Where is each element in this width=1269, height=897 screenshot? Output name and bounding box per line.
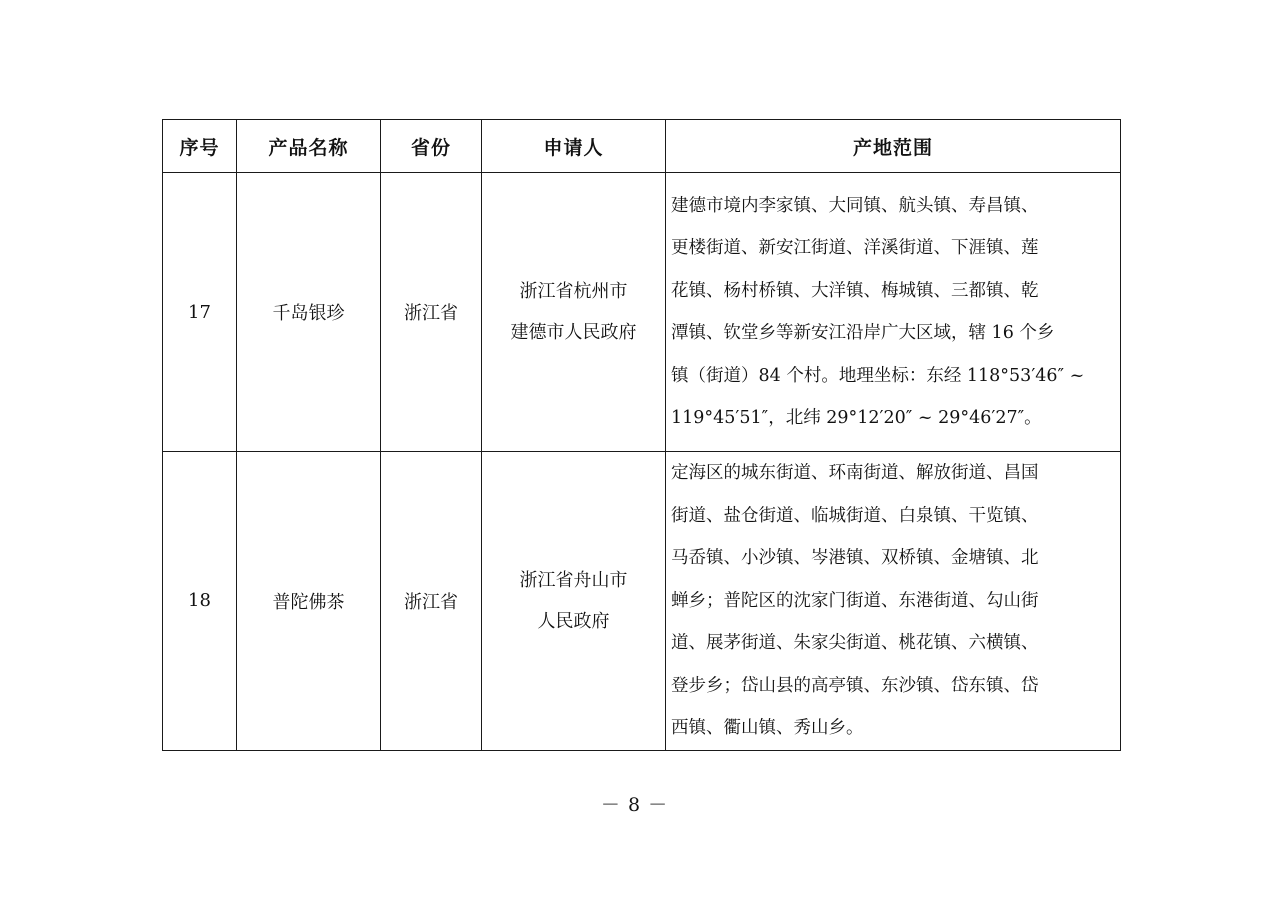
scope-line: 119°45′51″，北纬 29°12′20″ ~ 29°46′27″。 (671, 408, 1042, 428)
scope-line: 马岙镇、小沙镇、岑港镇、双桥镇、金塘镇、北 (671, 548, 1039, 568)
cell-seq: 18 (163, 452, 237, 751)
scope-line: 建德市境内李家镇、大同镇、航头镇、寿昌镇、 (671, 195, 1039, 216)
cell-applicant (482, 452, 666, 751)
cell-origin-scope (666, 452, 1121, 751)
scope-line: 西镇、衢山镇、秀山乡。 (671, 718, 864, 738)
cell-origin-scope (666, 173, 1121, 452)
applicant-line: 建德市人民政府 (510, 322, 637, 343)
cell-applicant (482, 173, 666, 452)
applicant-line: 人民政府 (537, 610, 610, 632)
scope-line: 道、展茅街道、朱家尖街道、桃花镇、六横镇、 (671, 633, 1039, 653)
table-header-row (163, 120, 1121, 173)
header-product-name: 产品名称 (237, 120, 381, 173)
scope-line: 潭镇、钦堂乡等新安江沿岸广大区域，辖 16 个乡 (671, 323, 1055, 343)
header-province: 省份 (381, 120, 482, 173)
cell-province: 浙江省 (381, 173, 482, 452)
applicant-line: 浙江省杭州市 (519, 281, 628, 302)
cell-province: 浙江省 (381, 452, 482, 751)
scope-line: 定海区的城东街道、环南街道、解放街道、昌国 (671, 463, 1039, 483)
scope-line: 更楼街道、新安江街道、洋溪街道、下涯镇、莲 (671, 238, 1039, 258)
scope-line: 镇（街道）84 个村。地理坐标：东经 118°53′46″ ~ (671, 365, 1085, 386)
scope-line: 蝉乡；普陀区的沈家门街道、东港街道、勾山街 (671, 590, 1039, 611)
applicant-line: 浙江省舟山市 (519, 569, 628, 591)
table-row (163, 173, 1121, 452)
table-row (163, 452, 1121, 751)
cell-product-name: 普陀佛茶 (237, 452, 381, 751)
scope-line: 登步乡；岱山县的高亭镇、东沙镇、岱东镇、岱 (671, 675, 1039, 696)
page-number: － 8 － (600, 794, 669, 816)
cell-product-name: 千岛银珍 (237, 173, 381, 452)
cell-seq: 17 (163, 173, 237, 452)
origin-table (162, 119, 1121, 751)
scope-line: 街道、盐仓街道、临城街道、白泉镇、干览镇、 (671, 505, 1039, 526)
header-origin-scope: 产地范围 (666, 120, 1121, 173)
header-applicant: 申请人 (482, 120, 666, 173)
scope-line: 花镇、杨村桥镇、大洋镇、梅城镇、三都镇、乾 (671, 280, 1039, 301)
header-seq: 序号 (163, 120, 237, 173)
